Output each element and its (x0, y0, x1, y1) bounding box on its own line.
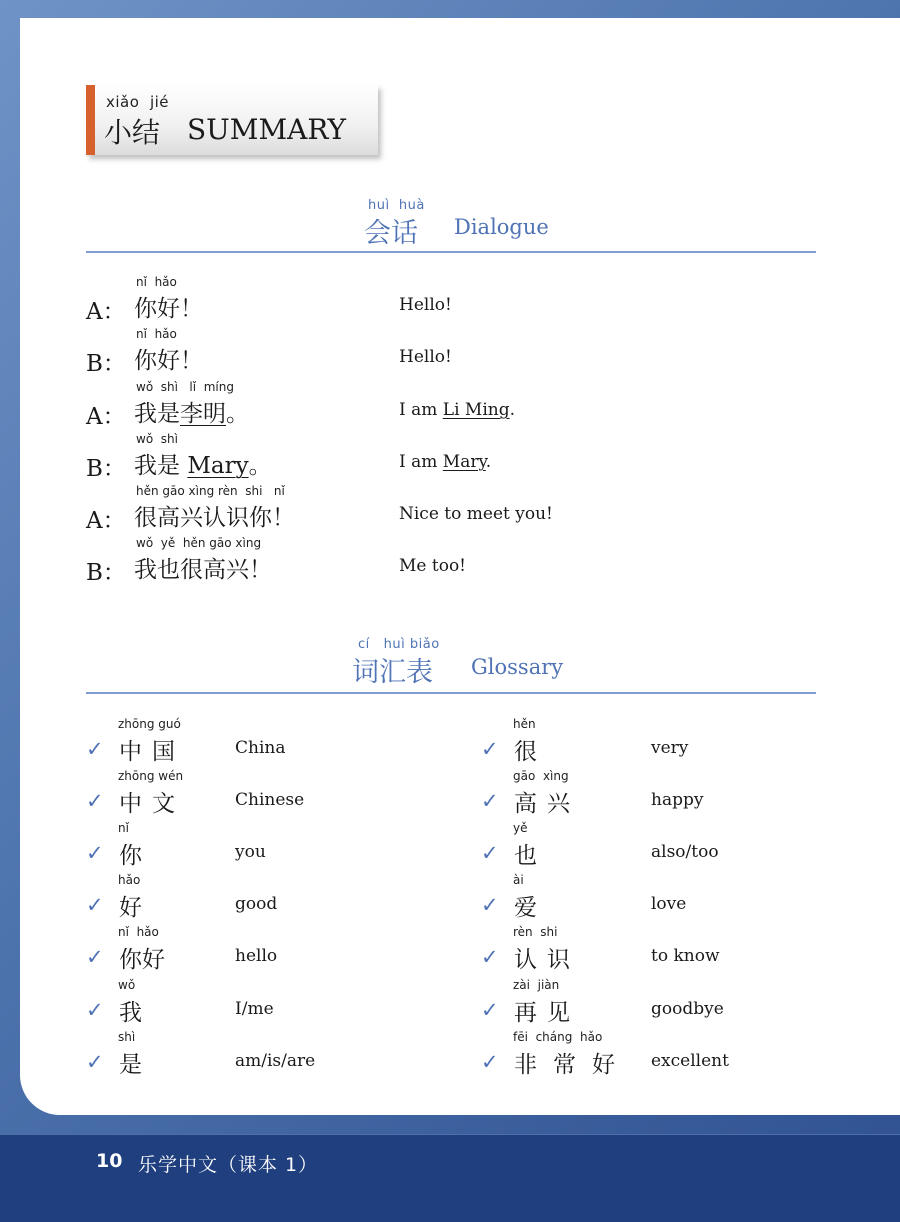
word-pinyin: nǐ (118, 821, 129, 835)
word-english: China (235, 738, 286, 758)
word-pinyin: shì (118, 1030, 136, 1044)
checkmark-icon: ✓ (86, 841, 104, 865)
dialogue-line (86, 327, 786, 379)
chinese-text: 我是 (134, 453, 188, 479)
speaker-label: A： (86, 508, 126, 534)
checkmark-icon: ✓ (481, 789, 499, 813)
english-punct: . (509, 400, 515, 420)
book-title: 乐学中文（课本 1） (138, 1154, 319, 1176)
line-chinese (134, 395, 249, 428)
word-pinyin: rèn shi (513, 925, 558, 939)
word-chinese: 好 (119, 895, 152, 921)
word-english: you (235, 842, 266, 862)
word-chinese: 也 (514, 843, 547, 869)
word-pinyin: wǒ (118, 978, 136, 992)
word-chinese: 高兴 (514, 791, 580, 817)
line-english: Me too! (399, 556, 467, 576)
chinese-punct: 。 (226, 401, 249, 427)
dialogue-pinyin: huì huà (368, 198, 425, 213)
word-pinyin: hěn (513, 717, 536, 731)
line-chinese: 你好！ (134, 296, 203, 322)
line-chinese: 你好！ (134, 348, 203, 374)
glossary-item (481, 717, 861, 769)
word-english: am/is/are (235, 1051, 316, 1071)
word-pinyin: yě (513, 821, 528, 835)
line-english: Nice to meet you! (399, 504, 553, 524)
speaker-label: B： (86, 560, 126, 586)
page-number: 10 (96, 1150, 123, 1172)
checkmark-icon: ✓ (481, 737, 499, 761)
dialogue-divider (86, 251, 816, 253)
checkmark-icon: ✓ (86, 1050, 104, 1074)
word-pinyin: zhōng wén (118, 769, 184, 783)
word-english: good (235, 894, 278, 914)
summary-pinyin: xiǎo jié (106, 93, 170, 111)
checkmark-icon: ✓ (481, 841, 499, 865)
dialogue-line (86, 536, 786, 588)
word-english: goodbye (651, 999, 724, 1019)
underlined-name: 李明 (180, 401, 226, 427)
english-text: I am (399, 452, 443, 472)
word-chinese: 爱 (514, 895, 547, 921)
dialogue-title-zh: 会话 (364, 218, 418, 249)
word-chinese: 是 (119, 1052, 152, 1078)
checkmark-icon: ✓ (481, 998, 499, 1022)
dialogue-title-en: Dialogue (454, 215, 549, 239)
word-chinese: 中国 (119, 739, 185, 765)
line-english: Hello! (399, 347, 452, 367)
word-english: very (651, 738, 689, 758)
line-pinyin: wǒ shì lǐ míng (136, 380, 234, 394)
dialogue-line (86, 484, 786, 536)
glossary-item (86, 717, 466, 769)
dialogue-line (86, 432, 786, 484)
checkmark-icon: ✓ (86, 893, 104, 917)
dialogue-line (86, 275, 786, 327)
word-chinese: 中文 (119, 791, 185, 817)
glossary-title-zh: 词汇表 (352, 657, 433, 688)
underlined-name: Li Ming (442, 400, 510, 420)
word-chinese: 很 (514, 739, 547, 765)
word-english: happy (651, 790, 704, 810)
glossary-item (481, 769, 861, 821)
glossary-item (86, 925, 466, 977)
dialogue-line (86, 380, 786, 432)
checkmark-icon: ✓ (481, 893, 499, 917)
glossary-pinyin: cí huì biǎo (358, 637, 440, 652)
underlined-name: Mary (442, 452, 486, 472)
word-pinyin: nǐ hǎo (118, 925, 159, 939)
line-pinyin: hěn gāo xìng rèn shi nǐ (136, 484, 285, 498)
underlined-name: Mary (187, 453, 249, 479)
line-chinese: 我也很高兴！ (134, 557, 272, 583)
glossary-item (86, 873, 466, 925)
glossary-item (86, 1030, 466, 1082)
line-chinese: 很高兴认识你！ (134, 505, 295, 531)
line-english: Hello! (399, 295, 452, 315)
checkmark-icon: ✓ (481, 945, 499, 969)
word-english: love (651, 894, 687, 914)
glossary-item (481, 873, 861, 925)
word-chinese: 非常好 (514, 1052, 631, 1078)
chinese-punct: 。 (248, 453, 272, 479)
line-pinyin: nǐ hǎo (136, 275, 177, 289)
glossary-item (86, 769, 466, 821)
word-chinese: 再见 (514, 1000, 580, 1026)
line-english (399, 400, 515, 420)
english-text: I am (399, 400, 443, 420)
word-chinese: 认识 (514, 947, 580, 973)
speaker-label: A： (86, 404, 126, 430)
line-pinyin: wǒ yě hěn gāo xìng (136, 536, 262, 550)
glossary-item (86, 978, 466, 1030)
summary-title-en: SUMMARY (187, 113, 347, 146)
glossary-item (481, 978, 861, 1030)
word-chinese: 我 (119, 1000, 152, 1026)
word-pinyin: zài jiàn (513, 978, 560, 992)
line-pinyin: nǐ hǎo (136, 327, 177, 341)
glossary-title-en: Glossary (471, 655, 564, 679)
word-english: I/me (235, 999, 274, 1019)
word-english: also/too (651, 842, 719, 862)
speaker-label: B： (86, 456, 126, 482)
word-chinese: 你好 (119, 947, 165, 973)
checkmark-icon: ✓ (86, 737, 104, 761)
word-pinyin: fēi cháng hǎo (513, 1030, 603, 1044)
checkmark-icon: ✓ (86, 789, 104, 813)
english-punct: . (485, 452, 492, 472)
summary-title-zh: 小结 (104, 116, 161, 149)
word-english: Chinese (235, 790, 305, 810)
line-english (399, 452, 491, 472)
line-pinyin: wǒ shì (136, 432, 178, 446)
word-pinyin: hǎo (118, 873, 141, 887)
glossary-item (481, 1030, 861, 1082)
glossary-divider (86, 692, 816, 694)
word-chinese: 你 (119, 843, 152, 869)
speaker-label: B： (86, 351, 126, 377)
glossary-item (481, 925, 861, 977)
word-english: excellent (651, 1051, 729, 1071)
word-english: hello (235, 946, 278, 966)
footer-bar (0, 1134, 900, 1222)
word-pinyin: ài (513, 873, 524, 887)
checkmark-icon: ✓ (86, 945, 104, 969)
chinese-text: 我是 (134, 401, 180, 427)
glossary-item (481, 821, 861, 873)
word-english: to know (651, 946, 720, 966)
checkmark-icon: ✓ (86, 998, 104, 1022)
checkmark-icon: ✓ (481, 1050, 499, 1074)
speaker-label: A： (86, 299, 126, 325)
word-pinyin: zhōng guó (118, 717, 181, 731)
glossary-item (86, 821, 466, 873)
line-chinese (134, 447, 272, 480)
word-pinyin: gāo xìng (513, 769, 569, 783)
